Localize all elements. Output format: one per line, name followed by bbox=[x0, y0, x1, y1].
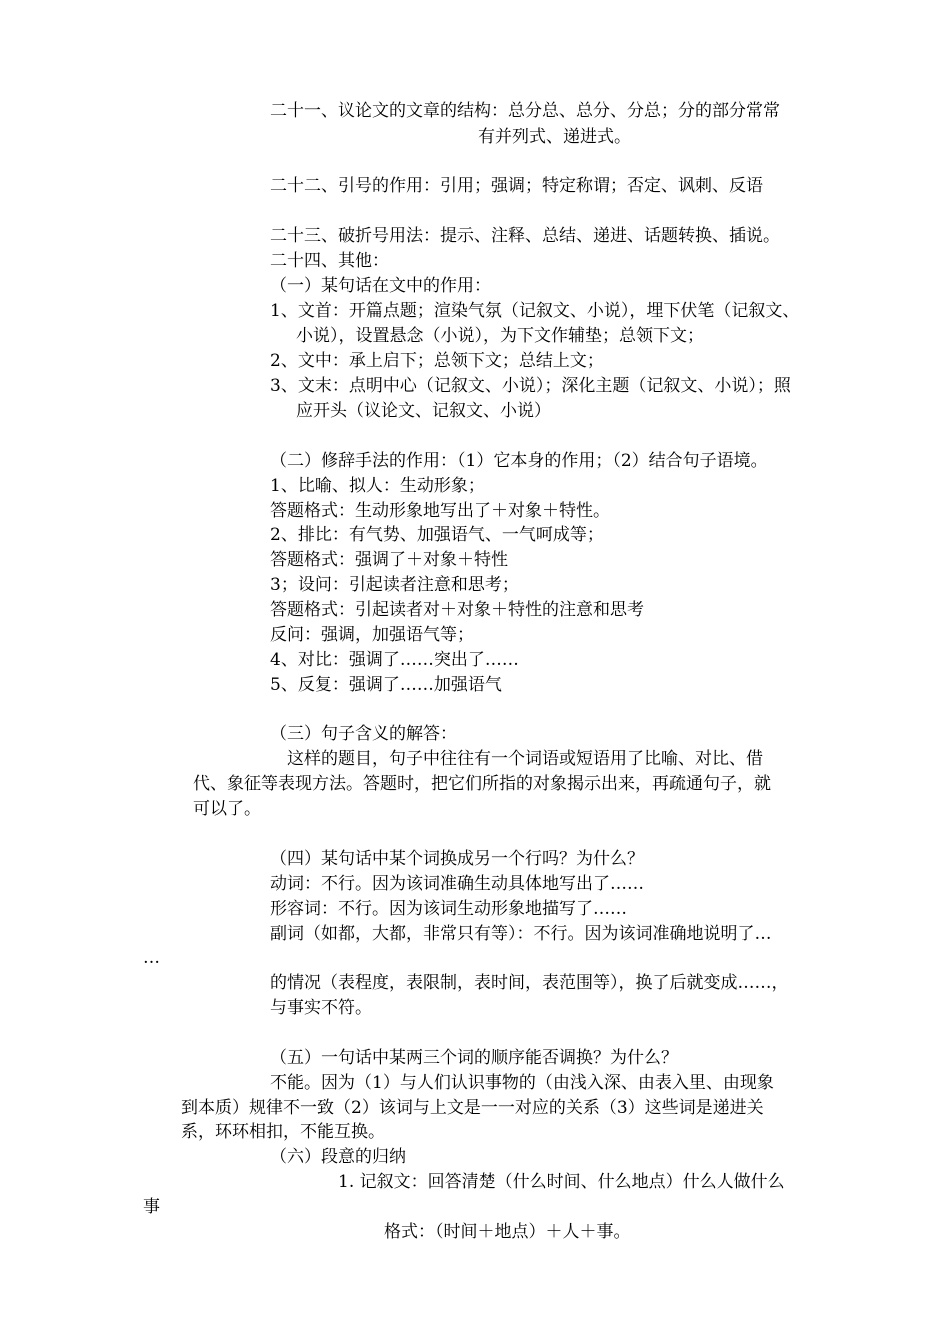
text-line: 这样的题目，句子中往往有一个词语或短语用了比喻、对比、借 bbox=[287, 749, 763, 769]
text-line: 答题格式：引起读者对＋对象＋特性的注意和思考 bbox=[270, 600, 644, 620]
text-line: 答题格式：强调了＋对象＋特性 bbox=[270, 550, 508, 570]
text-line: （三）句子含义的解答： bbox=[270, 724, 457, 744]
text-line: 到本质）规律不一致（2）该词与上文是一一对应的关系（3）这些词是递进关 bbox=[181, 1098, 764, 1118]
text-line: 5、反复：强调了……加强语气 bbox=[270, 675, 502, 695]
text-line: 3、文末：点明中心（记叙文、小说）；深化主题（记叙文、小说）；照 bbox=[270, 376, 791, 396]
text-line: 反问：强调，加强语气等； bbox=[270, 625, 474, 645]
text-line: 有并列式、递进式。 bbox=[478, 127, 631, 147]
text-line: 二十三、破折号用法：提示、注释、总结、递进、话题转换、插说。 bbox=[270, 226, 780, 246]
text-line: 二十一、议论文的文章的结构：总分总、总分、分总；分的部分常常 bbox=[270, 101, 780, 121]
text-line: 动词：不行。因为该词准确生动具体地写出了…… bbox=[270, 874, 644, 894]
text-line: 代、象征等表现方法。答题时，把它们所指的对象揭示出来，再疏通句子，就 bbox=[193, 774, 771, 794]
text-line: 系，环环相扣，不能互换。 bbox=[181, 1122, 385, 1142]
text-line: 3；设问：引起读者注意和思考； bbox=[270, 575, 519, 595]
text-line: 不能。因为（1）与人们认识事物的（由浅入深、由表入里、由现象 bbox=[270, 1073, 774, 1093]
text-line: 1、文首：开篇点题；渲染气氛（记叙文、小说），埋下伏笔（记叙文、 bbox=[270, 301, 800, 321]
text-line: 二十四、其他： bbox=[270, 251, 389, 271]
text-line: 4、对比：强调了……突出了…… bbox=[270, 650, 519, 670]
text-line: 1、比喻、拟人：生动形象； bbox=[270, 476, 485, 496]
text-line: （四）某句话中某个词换成另一个行吗？为什么？ bbox=[270, 849, 644, 869]
text-line: 小说），设置悬念（小说），为下文作辅垫；总领下文； bbox=[296, 326, 704, 346]
text-line: 格式：（时间＋地点）＋人＋事。 bbox=[384, 1222, 631, 1242]
text-line: 的情况（表程度，表限制，表时间，表范围等），换了后就变成……， bbox=[270, 973, 789, 993]
text-line: 事 bbox=[143, 1197, 160, 1217]
text-line: 二十二、引号的作用：引用；强调；特定称谓；否定、讽刺、反语 bbox=[270, 176, 763, 196]
text-line: 形容词：不行。因为该词生动形象地描写了…… bbox=[270, 899, 627, 919]
text-line: 答题格式：生动形象地写出了＋对象＋特性。 bbox=[270, 501, 610, 521]
text-line: 可以了。 bbox=[193, 799, 261, 819]
text-line: 2、排比：有气势、加强语气、一气呵成等； bbox=[270, 525, 604, 545]
text-line: 2、文中：承上启下；总领下文；总结上文； bbox=[270, 351, 604, 371]
text-line: （六）段意的归纳 bbox=[270, 1147, 406, 1167]
text-line: 副词（如都，大都，非常只有等）：不行。因为该词准确地说明了… bbox=[270, 924, 772, 944]
text-line: … bbox=[143, 948, 160, 968]
text-line: 1. 记叙文：回答清楚（什么时间、什么地点）什么人做什么 bbox=[338, 1172, 785, 1192]
text-line: （二）修辞手法的作用：（1）它本身的作用；（2）结合句子语境。 bbox=[270, 451, 768, 471]
text-line: （一）某句话在文中的作用： bbox=[270, 276, 491, 296]
text-line: （五）一句话中某两三个词的顺序能否调换？为什么？ bbox=[270, 1048, 678, 1068]
text-line: 与事实不符。 bbox=[270, 998, 372, 1018]
text-line: 应开头（议论文、记叙文、小说） bbox=[296, 401, 551, 421]
